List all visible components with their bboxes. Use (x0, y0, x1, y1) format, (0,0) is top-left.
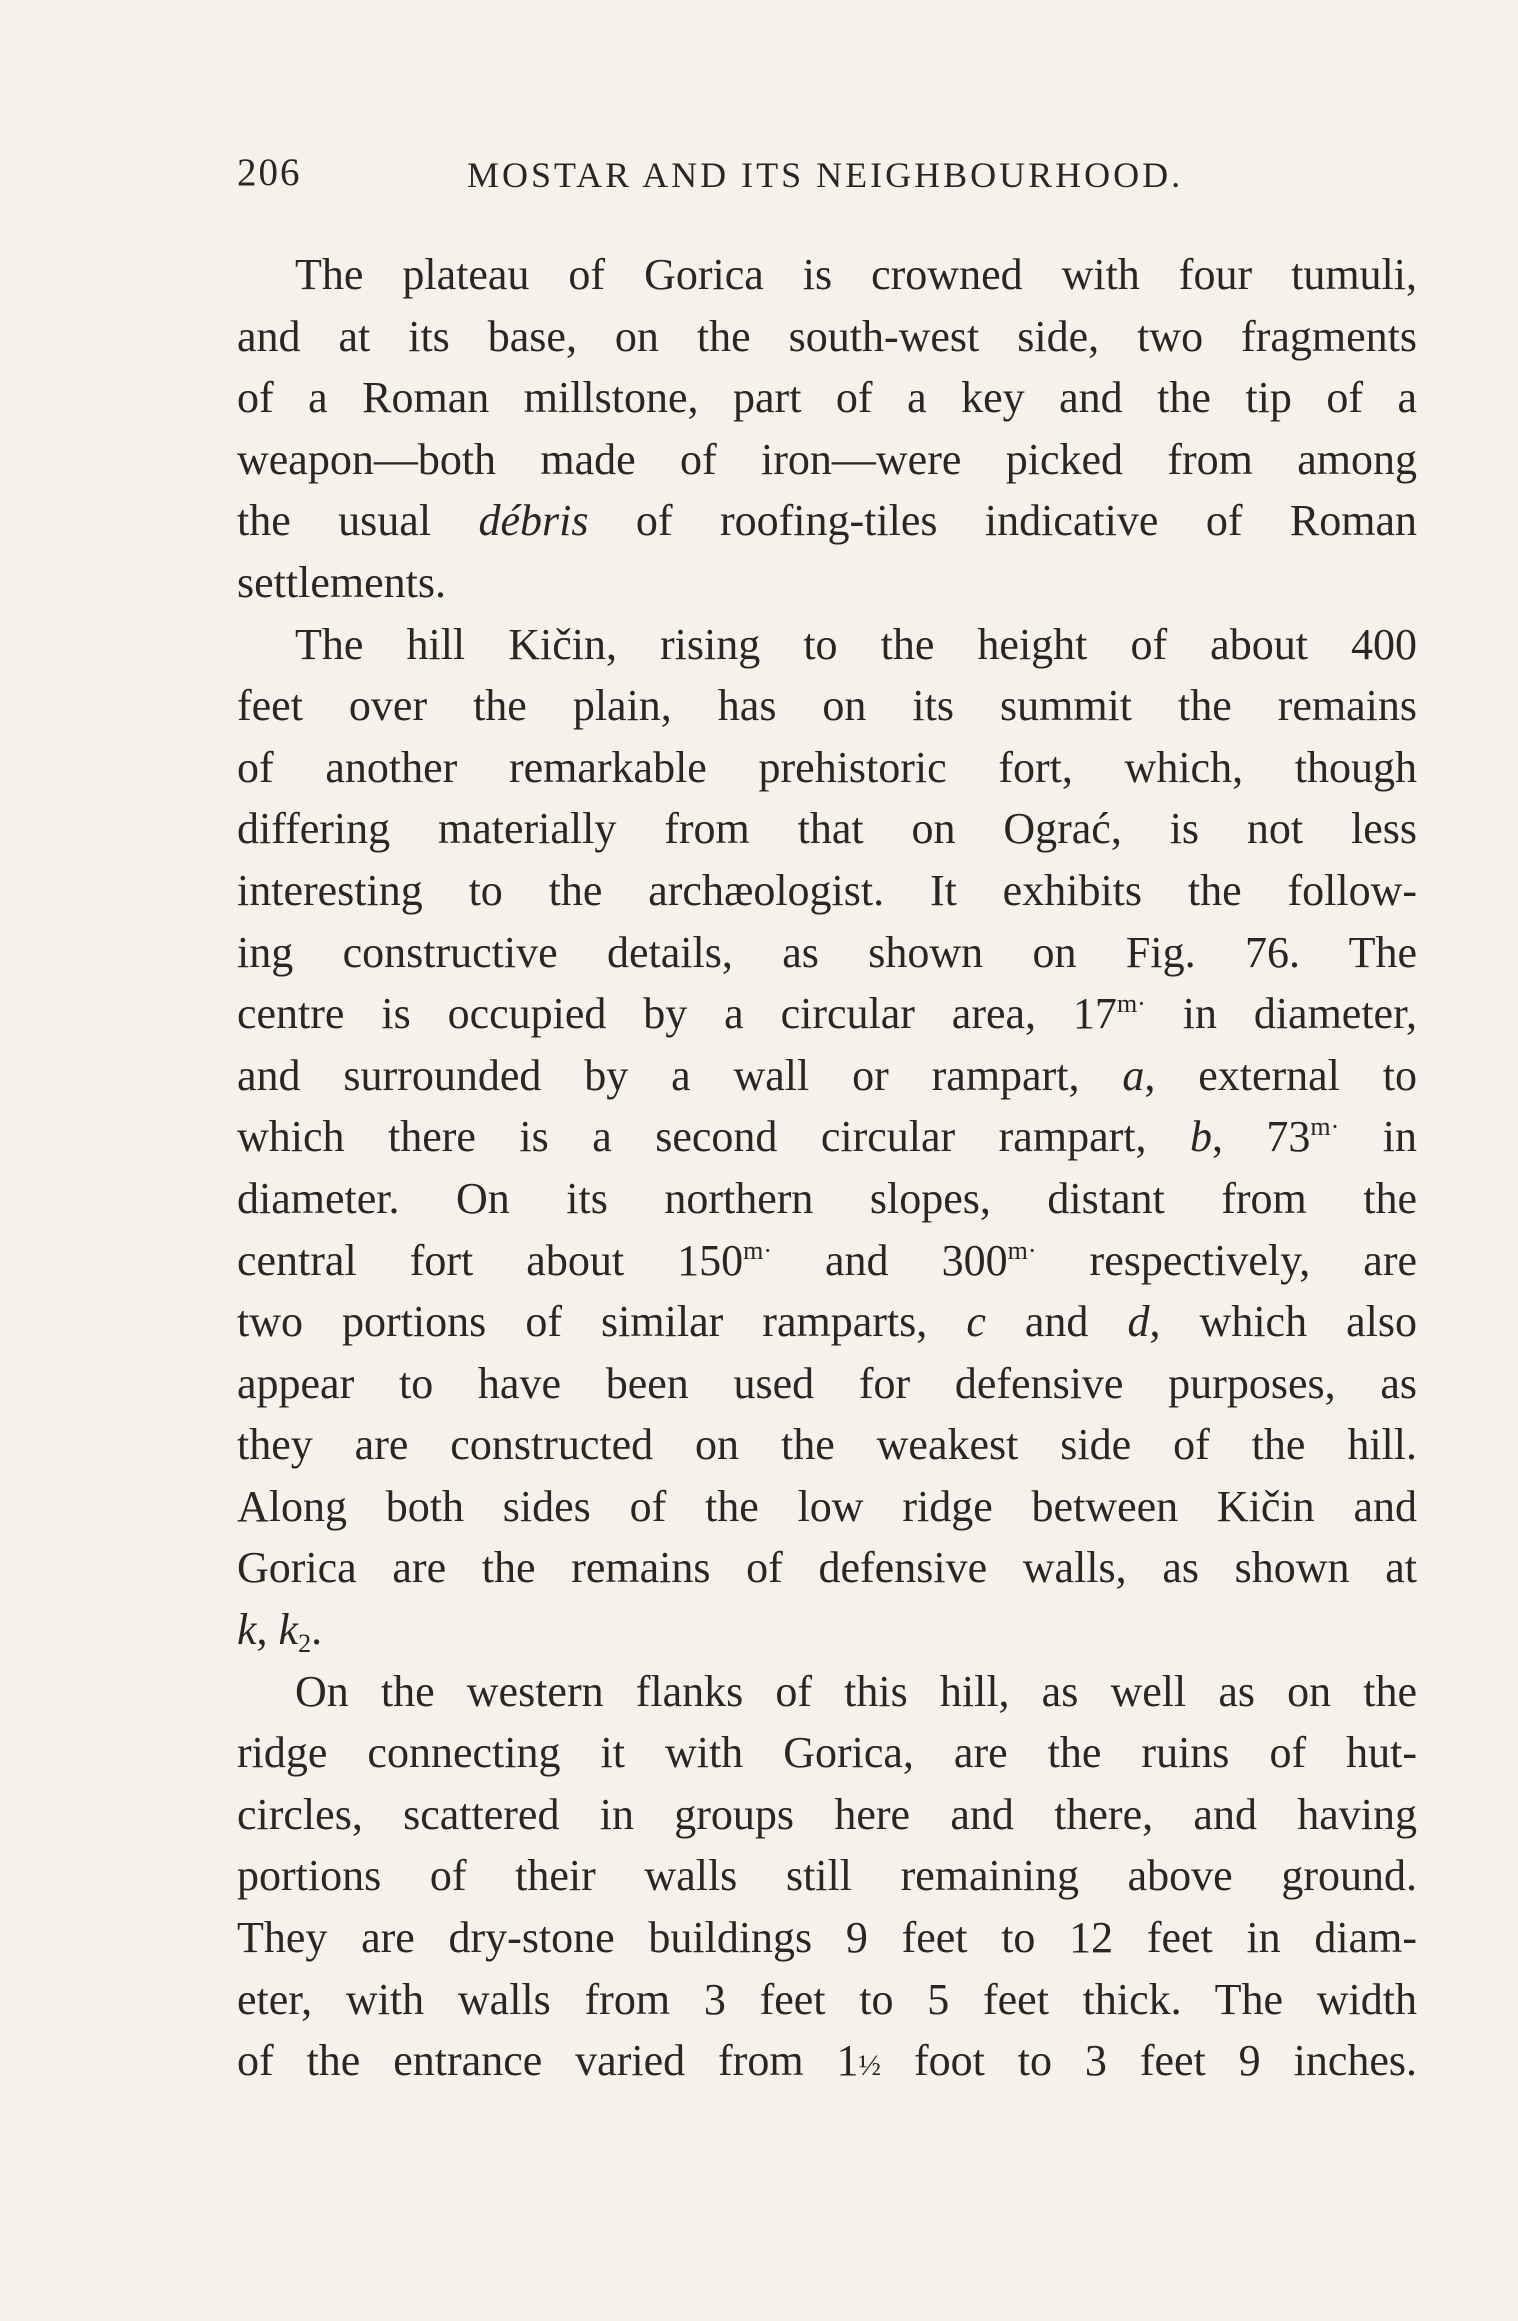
text-line: they are constructed on the weakest side of the hill. (237, 1420, 1417, 1470)
text-line (237, 1106, 1417, 1168)
italic-label: c (966, 1297, 986, 1347)
text-line: circles, scattered in groups here and there, and having (237, 1789, 1417, 1839)
fraction: ½ (858, 2049, 881, 2083)
text-fragment: , (256, 1605, 279, 1655)
text-line: On the western flanks of this hill, as well as on the (295, 1666, 1417, 1716)
text-fragment: and (985, 1297, 1128, 1347)
text-fragment: and 300 (771, 1235, 1008, 1285)
text-line: and at its base, on the south-west side, two fragments (237, 311, 1417, 361)
italic-term: débris (478, 496, 589, 546)
text-line: appear to have been used for defensive purposes, as (237, 1358, 1417, 1408)
text-line: ing constructive details, as shown on Fig. 76. The (237, 927, 1417, 977)
text-fragment: two portions of similar ramparts, (237, 1297, 967, 1347)
text-line: weapon—both made of iron—were picked from among (237, 434, 1417, 484)
unit-superscript: m· (1310, 1112, 1340, 1142)
text-line (237, 2030, 1417, 2092)
text-line: interesting to the archæologist. It exhibits the follow- (237, 865, 1417, 915)
text-fragment: and surrounded by a wall or rampart, (237, 1050, 1123, 1100)
italic-label: d (1127, 1297, 1150, 1347)
text-line: eter, with walls from 3 feet to 5 feet thick. The width (237, 1974, 1417, 2024)
text-fragment: in diameter, (1145, 989, 1417, 1039)
text-line (237, 983, 1417, 1045)
text-fragment: foot to 3 feet 9 inches. (913, 2036, 1418, 2086)
text-fragment: in (1339, 1112, 1417, 1162)
text-fragment: . (311, 1605, 323, 1655)
paragraph-1 (237, 244, 1417, 614)
page-number: 206 (237, 151, 302, 194)
text-line: differing materially from that on Ograć, is not less (237, 804, 1417, 854)
text-line: of a Roman millstone, part of a key and the tip of a (237, 373, 1417, 423)
paragraph-2 (237, 614, 1417, 1661)
text-line: Along both sides of the low ridge between Kičin and (237, 1481, 1417, 1531)
text-line (237, 1045, 1417, 1107)
text-line (237, 1599, 1417, 1661)
subscript: 2 (298, 1629, 312, 1659)
text-fragment: centre is occupied by a circular area, 17 (237, 989, 1117, 1039)
text-fragment: central fort about 150 (237, 1235, 744, 1285)
text-fragment: of roofing-tiles indicative of Roman (588, 496, 1417, 546)
text-line (237, 1230, 1417, 1292)
text-fragment: , which also (1149, 1297, 1418, 1347)
text-fragment: respectively, are (1036, 1235, 1418, 1285)
text-line: They are dry-stone buildings 9 feet to 12 feet in diam- (237, 1913, 1417, 1963)
text-line: ridge connecting it with Gorica, are the ruins of hut- (237, 1728, 1417, 1778)
text-line: settlements. (237, 557, 446, 607)
text-line: portions of their walls still remaining above ground. (237, 1851, 1417, 1901)
text-fragment: which there is a second circular rampart, (237, 1112, 1190, 1162)
text-line: The plateau of Gorica is crowned with four tumuli, (295, 250, 1417, 299)
text-line (237, 490, 1417, 552)
text-fragment: of the entrance varied from 1 (237, 2036, 859, 2086)
text-line: diameter. On its northern slopes, distant from the (237, 1173, 1417, 1223)
text-fragment: the usual (237, 496, 479, 546)
text-line: feet over the plain, has on its summit the remains (237, 681, 1417, 731)
text-fragment: , external to (1144, 1050, 1418, 1100)
italic-label: b (1189, 1112, 1212, 1162)
running-title: MOSTAR AND ITS NEIGHBOURHOOD. (467, 155, 1184, 195)
italic-label: k (237, 1605, 257, 1655)
text-line: of another remarkable prehistoric fort, which, though (237, 742, 1417, 792)
text-line (237, 1291, 1417, 1353)
text-line: The hill Kičin, rising to the height of about 400 (295, 619, 1417, 669)
unit-superscript: m· (743, 1235, 772, 1265)
unit-superscript: m· (1007, 1235, 1037, 1265)
text-fragment: , 73 (1211, 1112, 1311, 1162)
italic-label: a (1122, 1050, 1145, 1100)
unit-superscript: m· (1116, 989, 1146, 1019)
body-text (237, 244, 1417, 2092)
text-line: Gorica are the remains of defensive walls, as shown at (237, 1543, 1417, 1593)
italic-label: k (278, 1605, 299, 1655)
paragraph-3 (237, 1661, 1417, 2092)
page-header (237, 150, 1417, 206)
